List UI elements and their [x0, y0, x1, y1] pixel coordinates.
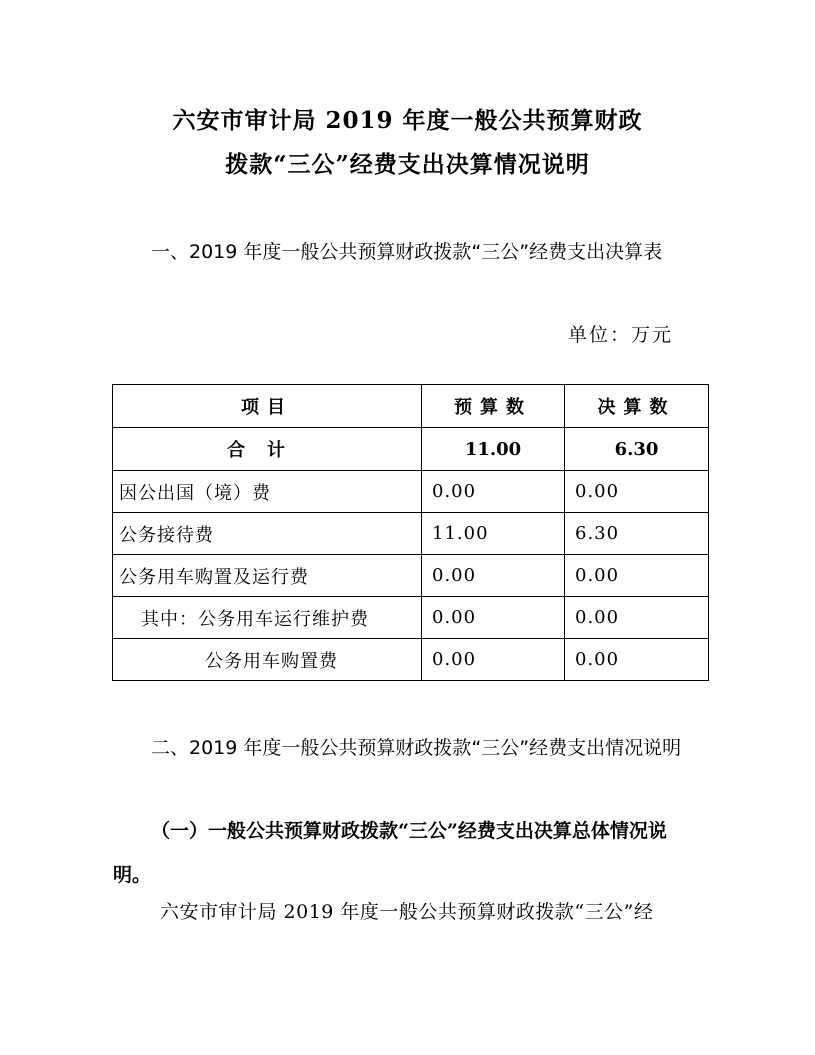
row-label: 因公出国（境）费: [113, 471, 422, 513]
row-actual: 6.30: [565, 513, 709, 555]
table-row: [113, 639, 709, 681]
row-budget: 0.00: [422, 471, 565, 513]
table-row: [113, 513, 709, 555]
expense-table: [112, 384, 709, 681]
total-actual: 6.30: [565, 428, 709, 471]
row-budget: 0.00: [422, 597, 565, 639]
row-budget: 0.00: [422, 555, 565, 597]
row-label: 公务接待费: [113, 513, 422, 555]
section2-body-text: 六安市审计局 2019 年度一般公共预算财政拨款“三公”经: [160, 901, 654, 923]
row-actual: 0.00: [565, 471, 709, 513]
row-budget: 11.00: [422, 513, 565, 555]
row-label: 公务用车购置及运行费: [113, 555, 422, 597]
row-actual: 0.00: [565, 639, 709, 681]
table-header-row: [113, 385, 709, 428]
row-budget: 0.00: [422, 639, 565, 681]
row-actual: 0.00: [565, 597, 709, 639]
header-budget: 预算数: [422, 385, 565, 428]
header-item: 项目: [113, 385, 422, 428]
section2-heading: 二、2019 年度一般公共预算财政拨款“三公”经费支出情况说明: [151, 737, 682, 759]
table-row: [113, 597, 709, 639]
row-actual: 0.00: [565, 555, 709, 597]
document-title-line2: 拨款“三公”经费支出决算情况说明: [225, 151, 590, 178]
total-label: 合计: [113, 428, 422, 471]
row-label: 公务用车购置费: [113, 639, 422, 681]
document-title-line1: 六安市审计局 2019 年度一般公共预算财政: [172, 107, 643, 134]
table-total-row: [113, 428, 709, 471]
total-budget: 11.00: [422, 428, 565, 471]
table-row: [113, 555, 709, 597]
section1-heading: 一、2019 年度一般公共预算财政拨款“三公”经费支出决算表: [151, 241, 663, 263]
row-label: 其中：公务用车运行维护费: [113, 597, 422, 639]
unit-label: 单位：万元: [568, 324, 674, 346]
table-row: [113, 471, 709, 513]
section2-subheading: （一）一般公共预算财政拨款“三公”经费支出决算总体情况说明。: [113, 820, 667, 886]
header-actual: 决算数: [565, 385, 709, 428]
